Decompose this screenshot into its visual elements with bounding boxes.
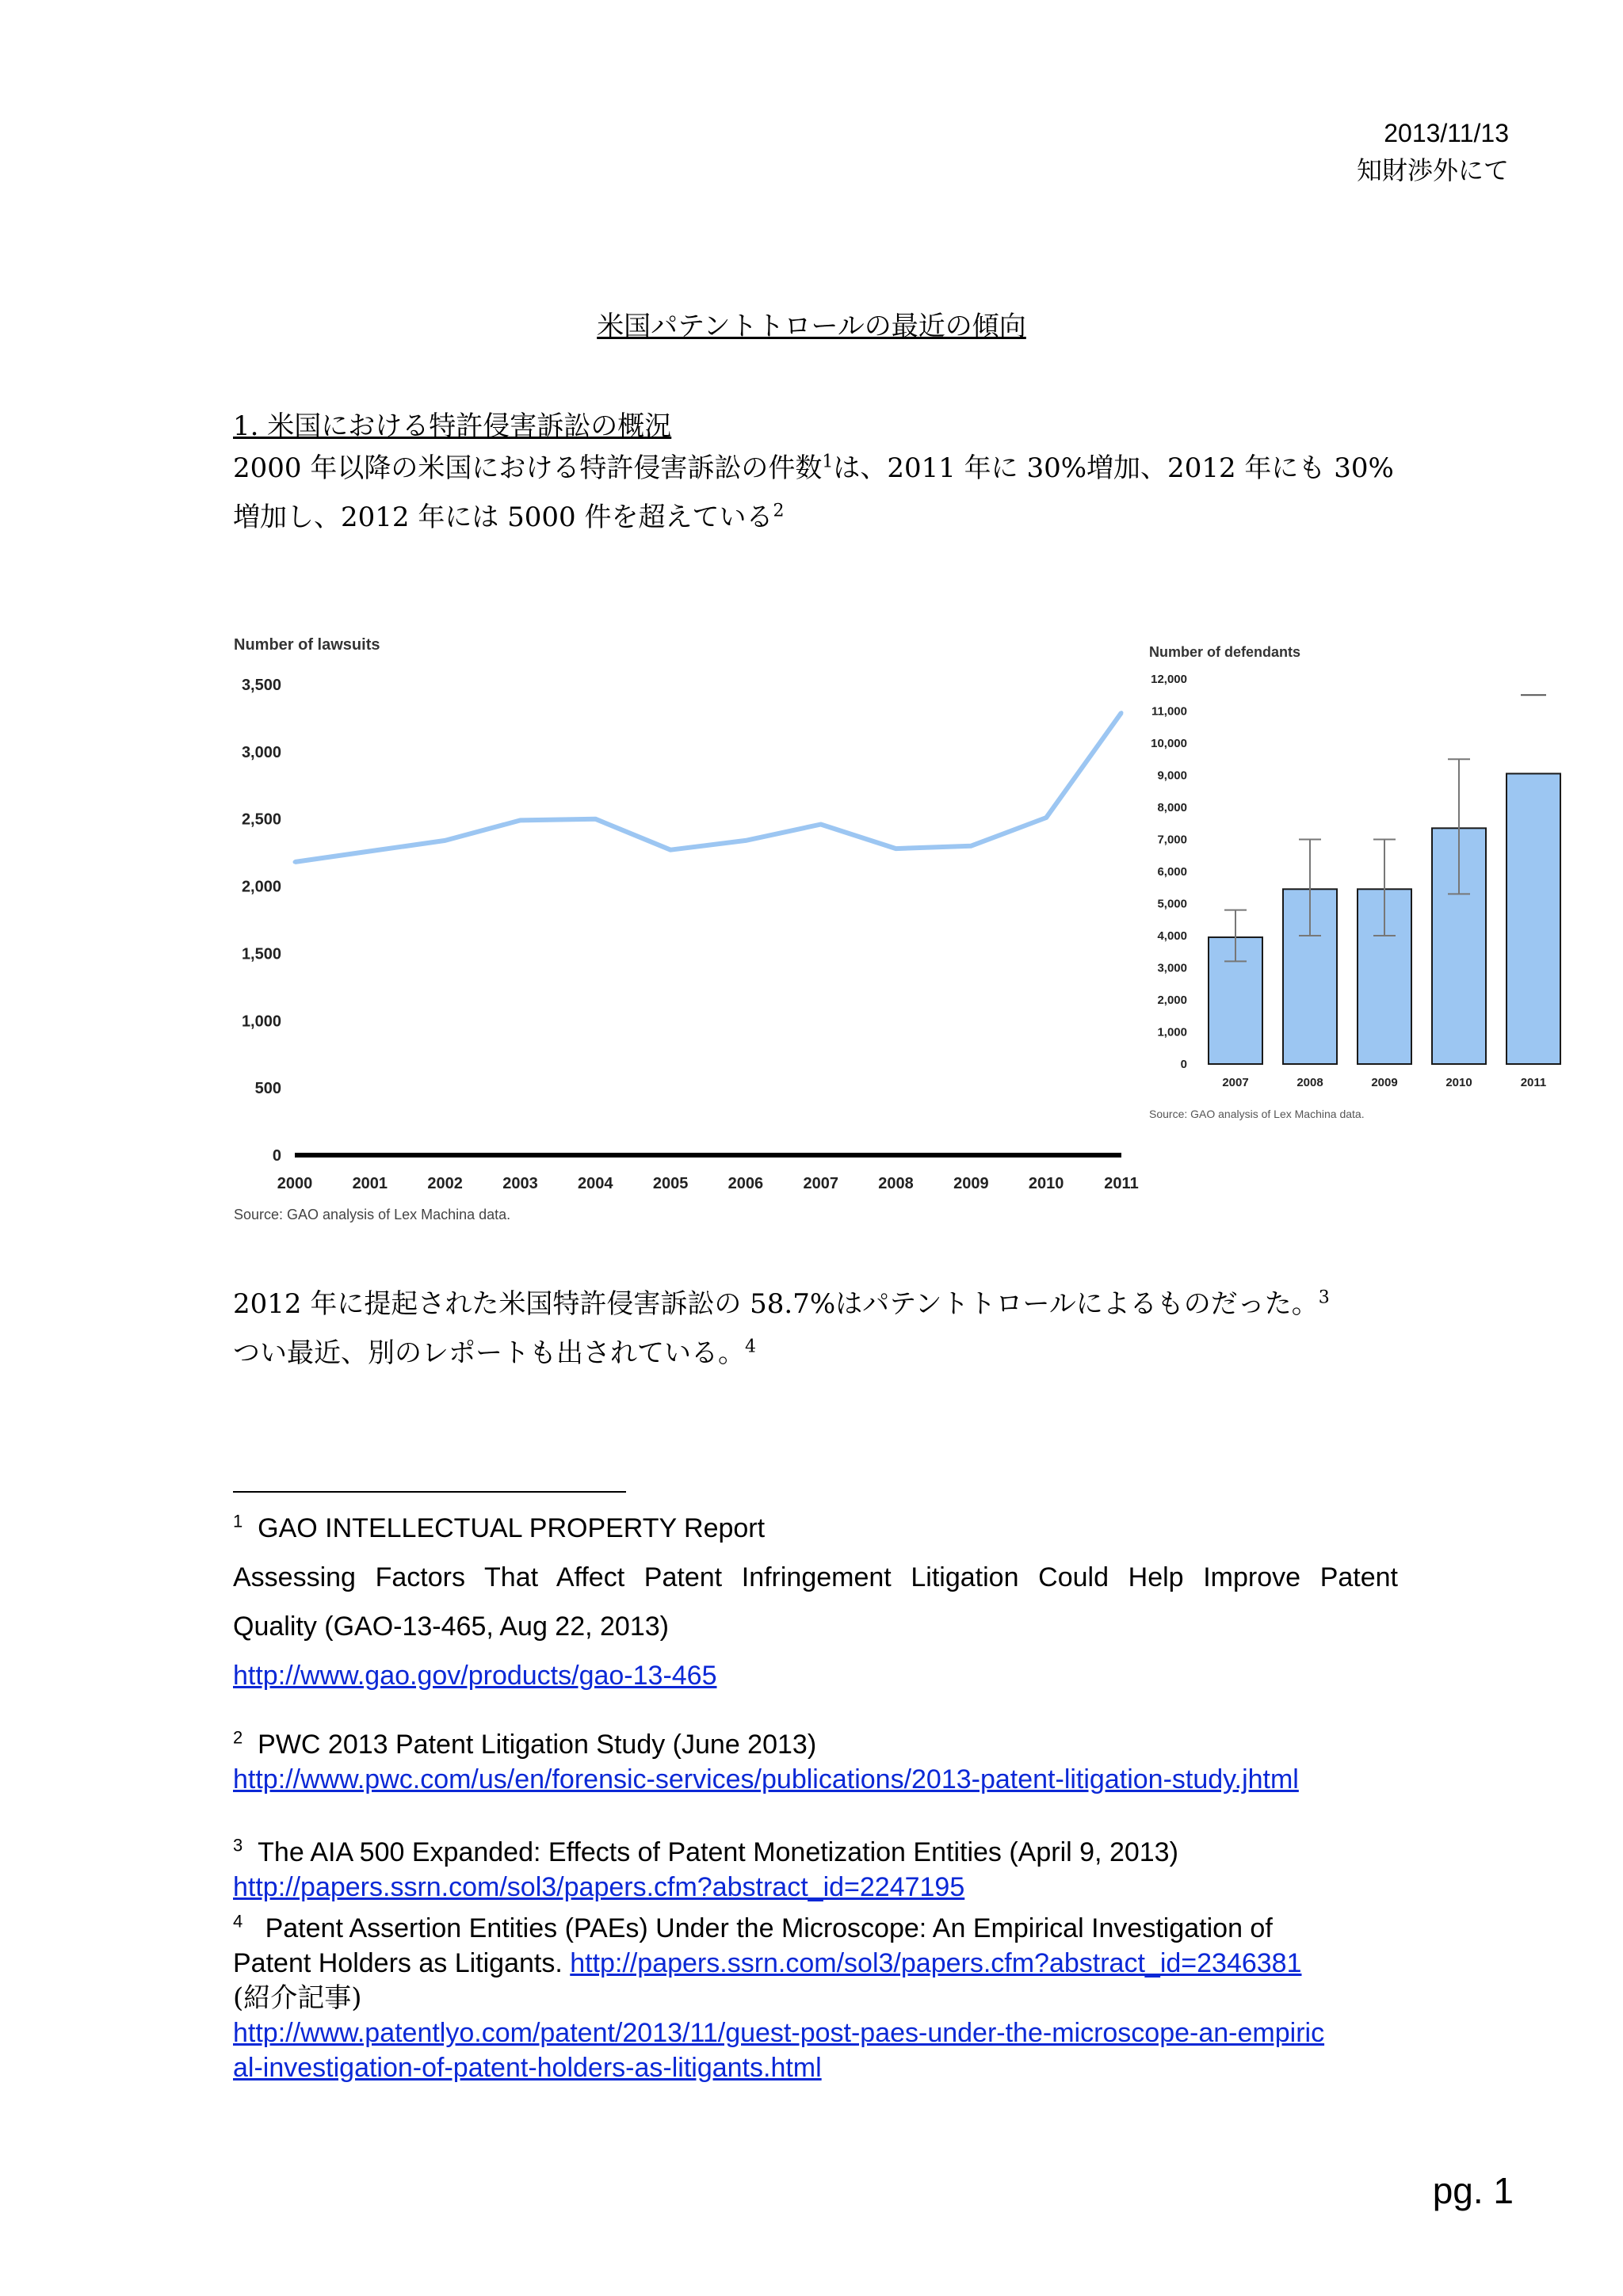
lawsuits-data-point — [443, 838, 447, 842]
defendants-y-tick: 1,000 — [1157, 1025, 1187, 1039]
lawsuits-y-tick: 2,500 — [241, 810, 281, 829]
defendants-y-tick: 5,000 — [1157, 897, 1187, 911]
lawsuits-x-tick: 2003 — [502, 1175, 538, 1192]
defendants-chart-title: Number of defendants — [1149, 644, 1301, 660]
gao-report-link[interactable]: http://www.gao.gov/products/gao-13-465 — [233, 1661, 717, 1691]
defendants-y-tick: 10,000 — [1151, 737, 1187, 750]
defendants-x-tick: 2007 — [1222, 1076, 1249, 1089]
lawsuits-data-point — [518, 818, 522, 822]
lawsuits-x-tick: 2007 — [803, 1175, 838, 1192]
ssrn-aia500-link[interactable]: http://papers.ssrn.com/sol3/papers.cfm?abstract_id=2247195 — [233, 1872, 965, 1902]
lawsuits-data-point — [669, 848, 673, 852]
defendants-y-tick: 6,000 — [1157, 865, 1187, 879]
defendants-x-tick: 2008 — [1296, 1076, 1323, 1089]
footnote-4: $^4$ Patent Assertion Entities (PAEs) Under the Microscope: An Empirical Investigation of Patent Holders as Litigants. http://papers.ssrn.com/sol3/papers.cfm?abstract_id=2346381 (紹介記事) http://www.patentlyo.com/patent/2013/11/guest-post-paes-under-the-microscope-an-empiric al-investigation-of-patent-holders-as-litigants.html — [233, 1911, 1325, 2083]
lawsuits-data-point — [743, 838, 747, 842]
defendants-y-tick: 0 — [1180, 1058, 1187, 1071]
lawsuits-data-point — [1120, 711, 1124, 715]
defendants-y-tick: 7,000 — [1157, 833, 1187, 847]
defendants-y-tick: 12,000 — [1151, 673, 1187, 686]
footnote-ref-4[interactable]: 4 — [745, 1337, 756, 1357]
lawsuits-y-tick: 3,500 — [241, 677, 281, 694]
lawsuits-chart-source: Source: GAO analysis of Lex Machina data. — [234, 1207, 511, 1222]
lawsuits-x-tick: 2011 — [1104, 1175, 1139, 1192]
patentlyo-article-link-cont[interactable]: al-investigation-of-patent-holders-as-litigants.html — [233, 2053, 822, 2083]
pwc-study-link[interactable]: http://www.pwc.com/us/en/forensic-services/publications/2013-patent-litigation-study.jhtml — [233, 1764, 1299, 1794]
lawsuits-y-tick: 3,000 — [241, 743, 281, 761]
defendants-y-tick: 11,000 — [1151, 704, 1187, 719]
lawsuits-y-tick: 0 — [272, 1147, 281, 1165]
lawsuits-data-point — [819, 822, 823, 826]
footnote-ref-3[interactable]: 3 — [1318, 1287, 1330, 1308]
defendants-bar — [1507, 773, 1560, 1064]
lawsuits-y-tick: 2,000 — [241, 878, 281, 896]
lawsuits-data-point — [368, 849, 372, 853]
defendants-y-tick: 9,000 — [1157, 769, 1187, 783]
lawsuits-data-point — [293, 860, 297, 864]
lawsuits-x-tick: 2001 — [352, 1175, 388, 1192]
lawsuits-data-point — [894, 847, 898, 851]
lawsuits-x-tick: 2004 — [578, 1175, 613, 1192]
page-number: pg. 1 — [1432, 2170, 1514, 2211]
lawsuits-x-tick: 2010 — [1028, 1175, 1064, 1192]
lawsuits-data-point — [1044, 816, 1048, 820]
lawsuits-y-tick: 1,000 — [241, 1013, 281, 1031]
lawsuits-x-tick: 2002 — [427, 1175, 463, 1192]
footnote-separator — [233, 1491, 626, 1493]
defendants-bar-chart — [1141, 638, 1585, 1129]
footnote-2: $^2$ PWC 2013 Patent Litigation Study (June 2013) http://www.pwc.com/us/en/forensic-services/publications/2013-patent-litigation-study.jhtml — [233, 1727, 1299, 1794]
lawsuits-x-tick: 2009 — [953, 1175, 989, 1192]
defendants-x-tick: 2010 — [1445, 1076, 1472, 1089]
lawsuits-data-point — [969, 844, 973, 848]
defendants-x-tick: 2011 — [1520, 1076, 1547, 1089]
defendants-y-tick: 8,000 — [1157, 801, 1187, 814]
lawsuits-x-tick: 2005 — [652, 1175, 689, 1192]
section1-paragraph: 2000 年以降の米国における特許侵害訴訟の件数$^1$は、2011 年に 30%増加、2012 年にも 30%増加し、2012 年には 5000 件を超えている$^2$ — [233, 452, 1394, 533]
patentlyo-article-link[interactable]: http://www.patentlyo.com/patent/2013/11/guest-post-paes-under-the-microscope-an-empiric — [233, 2018, 1325, 2048]
lawsuits-x-tick: 2008 — [878, 1175, 914, 1192]
lawsuits-y-tick: 500 — [254, 1080, 281, 1098]
defendants-x-tick: 2009 — [1371, 1076, 1398, 1089]
section-heading: 1. 米国における特許侵害訴訟の概況 — [233, 410, 672, 442]
lawsuits-x-tick: 2000 — [277, 1175, 313, 1192]
lawsuits-data-point — [594, 817, 598, 821]
footnote-3: $^3$ The AIA 500 Expanded: Effects of Patent Monetization Entities (April 9, 2013) http://papers.ssrn.com/sol3/papers.cfm?abstract_id=2247195 — [233, 1835, 1178, 1902]
document-date: 2013/11/13 — [1384, 119, 1509, 147]
defendants-chart-source: Source: GAO analysis of Lex Machina data. — [1149, 1108, 1365, 1120]
footnote-ref-2[interactable]: 2 — [773, 501, 785, 521]
defendants-y-tick: 4,000 — [1157, 929, 1187, 943]
defendants-y-tick: 2,000 — [1157, 994, 1187, 1007]
lawsuits-x-tick: 2006 — [727, 1175, 764, 1192]
lawsuits-y-tick: 1,500 — [241, 945, 281, 963]
document-organization: 知財渉外にて — [1356, 155, 1509, 185]
footnote-ref-1[interactable]: 1 — [822, 452, 834, 472]
section2-paragraph: 2012 年に提起された米国特許侵害訴訟の 58.7%はパテントトロールによるものだった。$^3$ つい最近、別のレポートも出されている。$^4$ — [233, 1287, 1330, 1369]
lawsuits-series-line — [295, 713, 1121, 862]
footnote-1: $^1$ GAO INTELLECTUAL PROPERTY Report Assessing Factors That Affect Patent Infringement Litigation Could Help Improve Patent Quality (GAO-13-465, Aug 22, 2013) http://www.gao.gov/products/gao-13-465 — [233, 1511, 1398, 1691]
defendants-y-tick: 3,000 — [1157, 961, 1187, 975]
page-title: 米国パテントトロールの最近の傾向 — [597, 311, 1026, 342]
lawsuits-line-chart — [222, 630, 1149, 1232]
lawsuits-chart-title: Number of lawsuits — [234, 636, 380, 654]
ssrn-pae-link[interactable]: http://papers.ssrn.com/sol3/papers.cfm?abstract_id=2346381 — [570, 1948, 1302, 1978]
